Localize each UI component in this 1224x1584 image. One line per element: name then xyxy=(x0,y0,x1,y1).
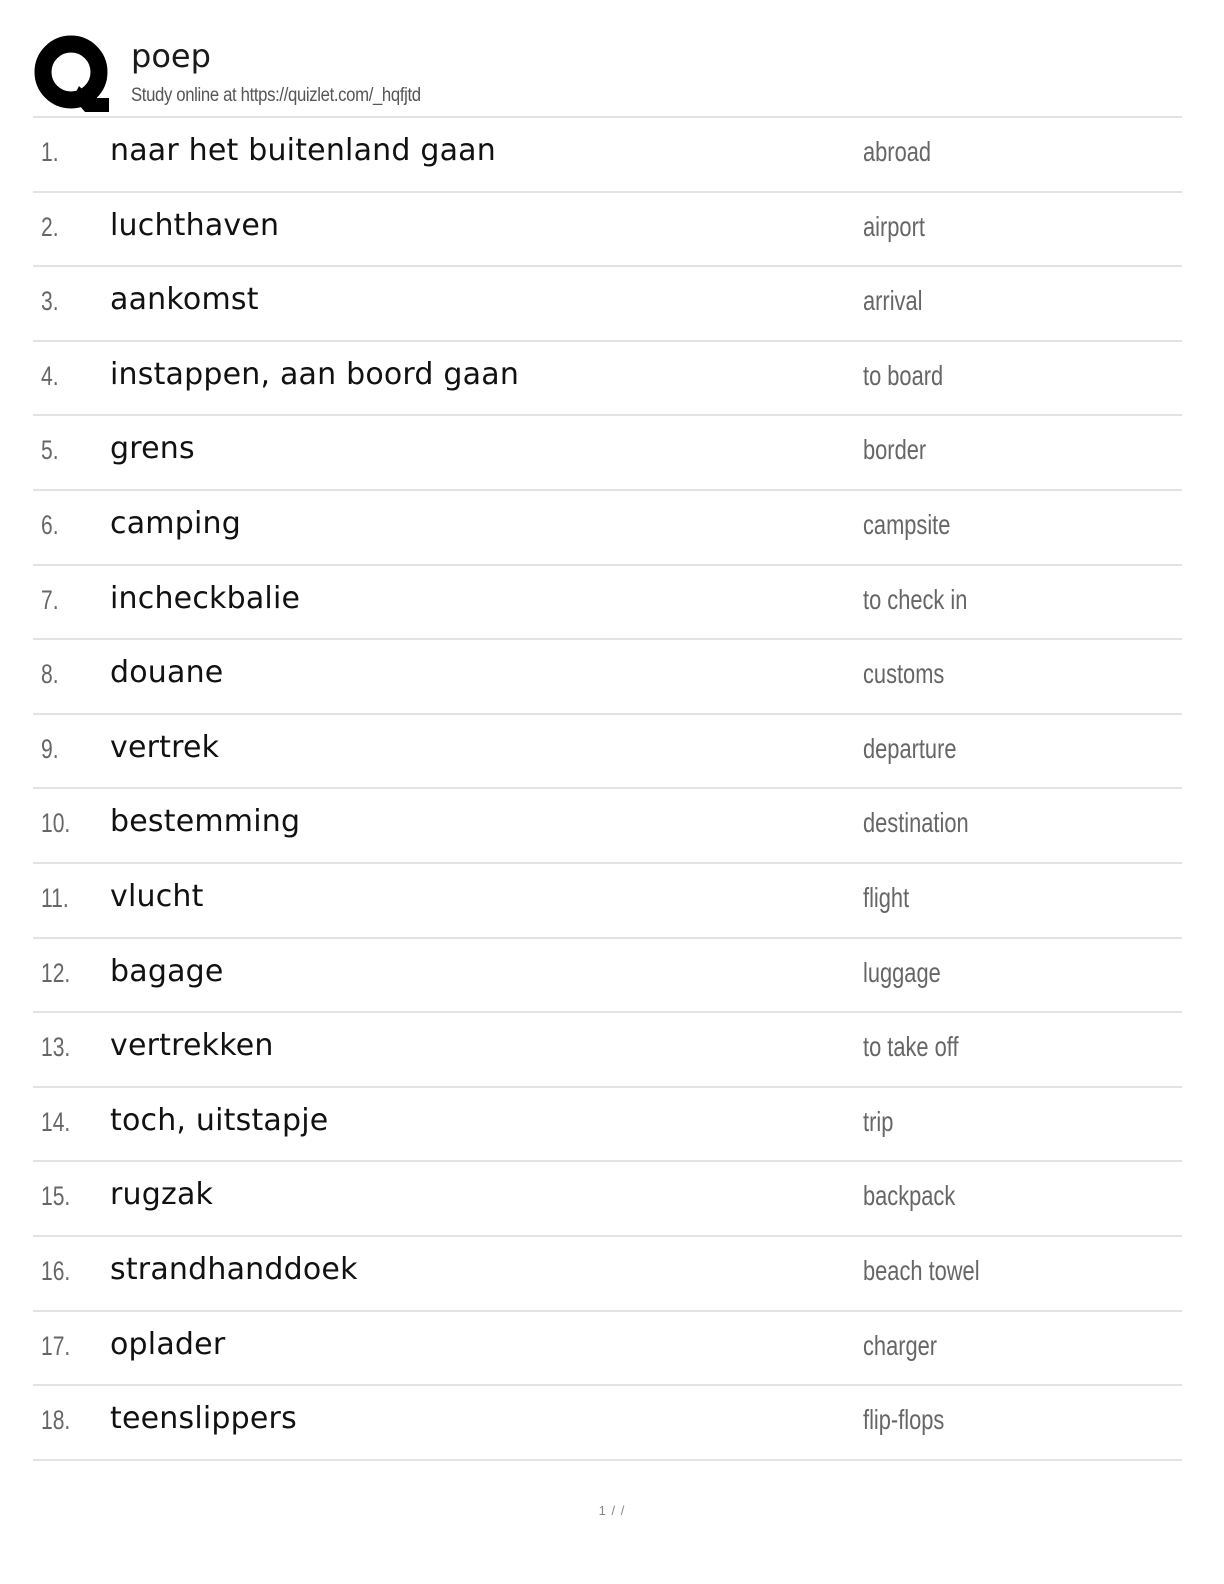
term-number: 6. xyxy=(41,509,59,540)
term-number: 1. xyxy=(41,137,59,167)
term-row xyxy=(33,939,1182,1014)
term-row xyxy=(33,118,1182,193)
study-online-link[interactable]: Study online at https://quizlet.com/_hqfjtd xyxy=(131,85,421,106)
term-number: 18. xyxy=(41,1405,71,1436)
definition-text: charger xyxy=(863,1329,938,1361)
term-row xyxy=(33,491,1182,566)
term-number: 13. xyxy=(41,1032,71,1063)
term-row xyxy=(33,342,1182,417)
term-text: vlucht xyxy=(110,878,204,914)
definition-text: campsite xyxy=(863,508,951,540)
term-text: camping xyxy=(110,505,241,541)
term-row xyxy=(33,1312,1182,1387)
term-number: 12. xyxy=(41,957,71,988)
term-number: 15. xyxy=(41,1181,71,1212)
definition-text: backpack xyxy=(863,1180,956,1212)
term-number: 11. xyxy=(41,882,69,913)
term-number: 7. xyxy=(41,584,59,615)
page-header xyxy=(33,30,1183,116)
definition-text: luggage xyxy=(863,956,941,988)
term-text: bagage xyxy=(110,953,224,989)
set-title: poep xyxy=(131,37,211,75)
definition-text: departure xyxy=(863,732,957,764)
definition-text: beach towel xyxy=(863,1254,980,1286)
term-text: vertrekken xyxy=(110,1028,274,1064)
definition-text: trip xyxy=(863,1105,894,1137)
term-number: 2. xyxy=(41,211,59,242)
term-text: douane xyxy=(110,655,224,691)
definition-text: customs xyxy=(863,658,945,690)
term-number: 16. xyxy=(41,1255,71,1286)
term-text: grens xyxy=(110,431,195,467)
term-row xyxy=(33,267,1182,342)
page-number: 1 / / xyxy=(598,1503,626,1518)
definition-text: to take off xyxy=(863,1031,959,1063)
term-row xyxy=(33,1088,1182,1163)
term-text: naar het buitenland gaan xyxy=(110,133,496,168)
term-text: instappen, aan boord gaan xyxy=(110,356,520,392)
term-number: 4. xyxy=(41,360,59,391)
definition-text: flip-flops xyxy=(863,1404,945,1436)
term-row xyxy=(33,416,1182,491)
term-text: vertrek xyxy=(110,729,220,765)
term-number: 10. xyxy=(41,808,71,839)
term-text: teenslippers xyxy=(110,1401,297,1437)
term-text: toch, uitstapje xyxy=(110,1102,329,1138)
quizlet-q-logo-icon xyxy=(33,34,113,114)
term-text: strandhanddoek xyxy=(110,1251,358,1287)
definition-text: destination xyxy=(863,807,969,839)
term-number: 17. xyxy=(41,1330,71,1361)
term-number: 9. xyxy=(41,733,59,764)
term-row xyxy=(33,864,1182,939)
term-row xyxy=(33,640,1182,715)
definition-text: to board xyxy=(863,359,944,391)
term-row xyxy=(33,566,1182,641)
term-number: 8. xyxy=(41,659,59,690)
term-row xyxy=(33,1162,1182,1237)
definition-text: arrival xyxy=(863,285,923,317)
term-number: 14. xyxy=(41,1106,71,1137)
term-text: rugzak xyxy=(110,1177,214,1213)
term-text: aankomst xyxy=(110,282,259,318)
term-row xyxy=(33,193,1182,268)
term-row xyxy=(33,1237,1182,1312)
term-text: oplader xyxy=(110,1326,226,1362)
term-text: bestemming xyxy=(110,804,301,840)
definition-text: flight xyxy=(863,881,910,913)
term-row xyxy=(33,789,1182,864)
definition-text: airport xyxy=(863,210,925,242)
definition-text: abroad xyxy=(863,136,932,167)
term-number: 5. xyxy=(41,435,59,466)
term-number: 3. xyxy=(41,286,59,317)
term-text: incheckbalie xyxy=(110,580,301,616)
definition-text: border xyxy=(863,434,927,466)
definition-text: to check in xyxy=(863,583,968,615)
term-list xyxy=(33,118,1182,1461)
term-row xyxy=(33,1386,1182,1461)
term-row xyxy=(33,1013,1182,1088)
term-row xyxy=(33,715,1182,790)
term-text: luchthaven xyxy=(110,207,280,243)
